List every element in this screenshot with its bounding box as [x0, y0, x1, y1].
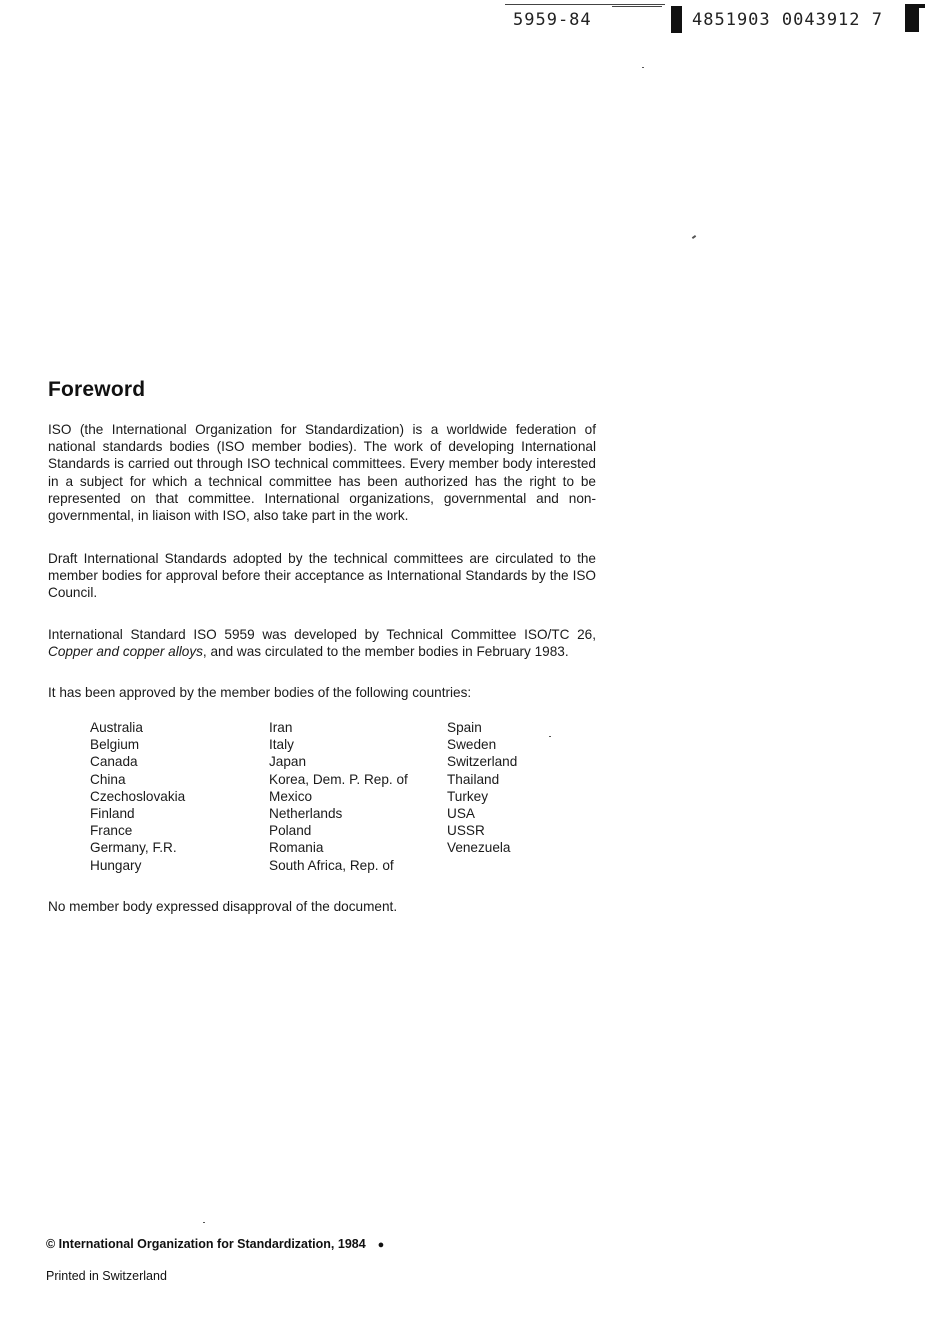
country-name: Korea, Dem. P. Rep. of: [269, 771, 408, 787]
country-name: USA: [447, 806, 475, 822]
scan-speck: [692, 235, 696, 239]
scan-speck: [203, 1222, 205, 1223]
paragraph-draft-standards: Draft International Standards adopted by the technical committees are circulated to the member bodies for approval before their acceptance as International Standards by the ISO Council.: [48, 551, 596, 601]
document-code: 5959-84: [513, 10, 592, 30]
registration-mark-right-cap: [905, 4, 925, 8]
copyright-line: [46, 1237, 384, 1251]
country-name: Italy: [269, 737, 294, 753]
country-name: Netherlands: [269, 806, 343, 822]
country-name: China: [90, 771, 126, 787]
country-name: Canada: [90, 754, 138, 770]
country-name: Venezuela: [447, 840, 511, 856]
printed-in: Printed in Switzerland: [46, 1269, 167, 1283]
disapproval-statement: No member body expressed disapproval of the document.: [48, 899, 398, 914]
paragraph-iso-5959: [48, 626, 596, 660]
country-name: Mexico: [269, 788, 313, 804]
copyright-text: © International Organization for Standardization, 1984: [46, 1237, 366, 1251]
header-rule-right: [612, 6, 662, 7]
foreword-heading: Foreword: [48, 378, 146, 401]
country-column-3: [447, 719, 627, 857]
country-name: Romania: [269, 840, 324, 856]
p3-text-start: International Standard ISO 5959 was developed by Technical Committee ISO/TC 26,: [48, 627, 596, 642]
country-name: Belgium: [90, 737, 140, 753]
country-name: Switzerland: [447, 754, 518, 770]
country-name: Japan: [269, 754, 307, 770]
country-name: France: [90, 823, 133, 839]
header-rule: [505, 4, 665, 5]
country-column-1: [90, 719, 270, 874]
country-name: Finland: [90, 806, 135, 822]
country-name: Turkey: [447, 788, 489, 804]
country-name: Hungary: [90, 857, 142, 873]
approval-intro: It has been approved by the member bodies of the following countries:: [48, 685, 472, 700]
p3-text-end: , and was circulated to the member bodies in February 1983.: [202, 644, 569, 660]
country-name: Iran: [269, 720, 293, 735]
country-name: Czechoslovakia: [90, 788, 186, 804]
registration-mark-right: [905, 4, 919, 32]
country-name: Germany, F.R.: [90, 840, 177, 856]
country-name: South Africa, Rep. of: [269, 857, 394, 873]
paragraph-iso-intro: ISO (the International Organization for Standardization) is a worldwide federation of national standards bodies (ISO member bodies). The work of developing International Standards is carried out through ISO technical committees. Every member body interested in a subject for which a technical committee has been authorized has the right to be represented on that committee. International organizations, governmental and non-governmental, in liaison with ISO, also take part in the work.: [48, 422, 596, 524]
barcode-number: 4851903 0043912 7: [692, 10, 883, 30]
country-column-2: [269, 719, 449, 874]
committee-name: Copper and copper alloys: [48, 644, 203, 660]
country-name: Australia: [90, 720, 143, 735]
country-name: Spain: [447, 720, 482, 735]
country-name: Thailand: [447, 771, 500, 787]
country-name: Poland: [269, 823, 312, 839]
country-name: USSR: [447, 823, 485, 839]
scan-speck: [642, 67, 644, 68]
bullet-dot: ●: [377, 1239, 385, 1251]
country-name: Sweden: [447, 737, 497, 753]
registration-mark-left: [671, 6, 682, 33]
